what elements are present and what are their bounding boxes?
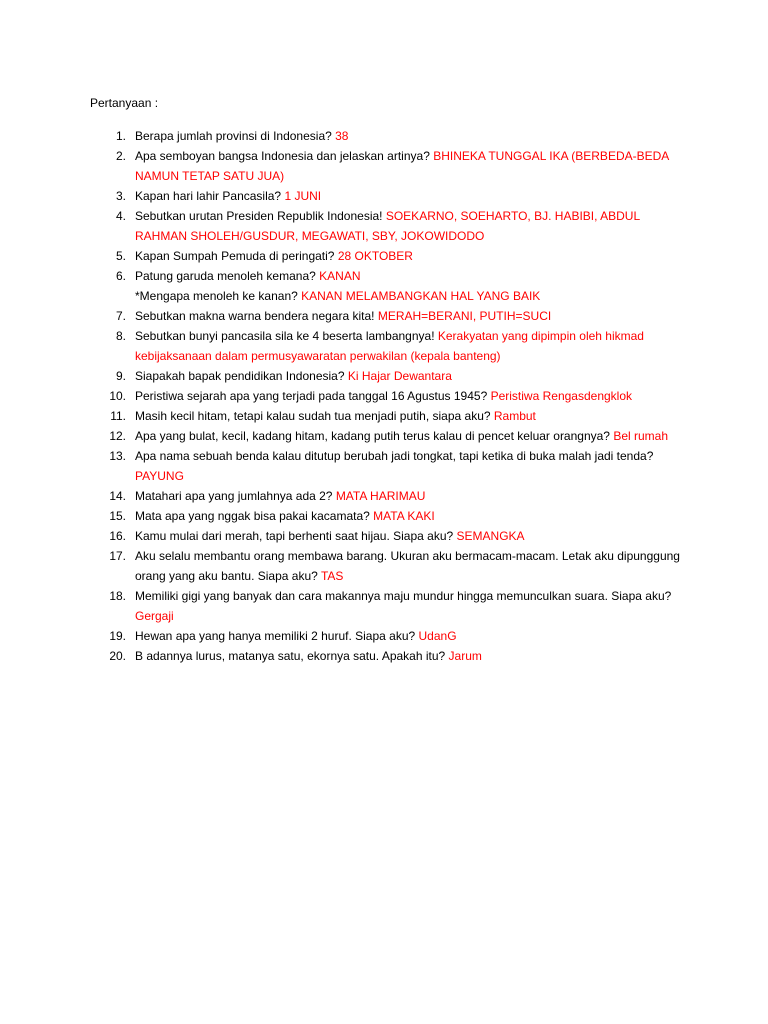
question-text — [135, 506, 680, 526]
answer-text: Jarum — [448, 649, 482, 663]
answer-text: SOEKARNO, SOEHARTO, BJ. HABIBI, ABDUL RAHMAN SHOLEH/GUSDUR, MEGAWATI, SBY, JOKOWIDODO — [135, 209, 640, 243]
question-text — [135, 206, 680, 246]
question-text — [135, 266, 680, 286]
question-number: 12. — [109, 429, 126, 443]
question-prompt: Mata apa yang nggak bisa pakai kacamata? — [135, 509, 374, 523]
question-text — [135, 186, 680, 206]
question-prompt: Kamu mulai dari merah, tapi berhenti saat hijau. Siapa aku? — [135, 529, 457, 543]
question-number: 15. — [109, 509, 126, 523]
question-text — [135, 126, 680, 146]
question-prompt: Sebutkan makna warna bendera negara kita! — [135, 309, 378, 323]
answer-text: TAS — [320, 569, 344, 583]
answer-text: Gergaji — [135, 609, 174, 623]
question-number: 3. — [115, 189, 126, 203]
answer-text: 38 — [335, 129, 349, 143]
question-text — [135, 526, 680, 546]
list-item — [90, 126, 680, 146]
answer-text: Rambut — [493, 409, 536, 423]
question-number: 20. — [109, 649, 126, 663]
answer-text: PAYUNG — [135, 469, 184, 483]
question-prompt: Kapan Sumpah Pemuda di peringati? — [135, 249, 338, 263]
followup-prompt: *Mengapa menoleh ke kanan? — [135, 289, 302, 303]
question-number: 9. — [115, 369, 126, 383]
list-item — [90, 626, 680, 646]
question-number: 13. — [109, 449, 126, 463]
list-item — [90, 266, 680, 306]
question-text — [135, 486, 680, 506]
question-number: 18. — [109, 589, 126, 603]
question-text — [135, 586, 680, 626]
question-prompt: Peristiwa sejarah apa yang terjadi pada tanggal 16 Agustus 1945? — [135, 389, 491, 403]
list-item — [90, 386, 680, 406]
question-text — [135, 306, 680, 326]
question-prompt: Masih kecil hitam, tetapi kalau sudah tua menjadi putih, siapa aku? — [135, 409, 494, 423]
list-item — [90, 426, 680, 446]
question-text — [135, 626, 680, 646]
question-prompt: Apa semboyan bangsa Indonesia dan jelaskan artinya? — [135, 149, 434, 163]
question-prompt: Patung garuda menoleh kemana? — [135, 269, 320, 283]
list-item — [90, 586, 680, 626]
answer-text: KANAN — [319, 269, 361, 283]
question-number: 4. — [115, 209, 126, 223]
list-item — [90, 446, 680, 486]
list-item — [90, 326, 680, 366]
list-item — [90, 526, 680, 546]
answer-text: Ki Hajar Dewantara — [347, 369, 452, 383]
question-text — [135, 386, 680, 406]
question-prompt: Apa yang bulat, kecil, kadang hitam, kadang putih terus kalau di pencet keluar orangnya? — [135, 429, 614, 443]
question-text — [135, 646, 680, 666]
list-item — [90, 306, 680, 326]
question-number: 11. — [110, 409, 126, 423]
list-item — [90, 246, 680, 266]
answer-text: MATA KAKI — [373, 509, 435, 523]
list-item — [90, 546, 680, 586]
question-text — [135, 326, 680, 366]
list-item — [90, 366, 680, 386]
answer-text: Peristiwa Rengasdengklok — [490, 389, 633, 403]
question-number: 10. — [109, 389, 126, 403]
question-number: 2. — [115, 149, 126, 163]
page-heading: Pertanyaan : — [90, 96, 159, 110]
question-text — [135, 446, 680, 486]
answer-text: 28 OKTOBER — [337, 249, 413, 263]
list-item — [90, 506, 680, 526]
list-item — [90, 186, 680, 206]
question-prompt: Matahari apa yang jumlahnya ada 2? — [135, 489, 336, 503]
answer-text: 1 JUNI — [284, 189, 322, 203]
answer-text: SEMANGKA — [456, 529, 525, 543]
question-number: 7. — [115, 309, 126, 323]
question-number: 6. — [115, 269, 126, 283]
question-number: 16. — [109, 529, 126, 543]
followup-question — [135, 286, 680, 306]
question-prompt: Sebutkan urutan Presiden Republik Indonesia! — [135, 209, 386, 223]
answer-text: MATA HARIMAU — [335, 489, 426, 503]
list-item — [90, 406, 680, 426]
answer-text: Bel rumah — [613, 429, 669, 443]
question-prompt: Berapa jumlah provinsi di Indonesia? — [135, 129, 336, 143]
question-text — [135, 366, 680, 386]
question-prompt: Siapakah bapak pendidikan Indonesia? — [135, 369, 348, 383]
question-list — [90, 126, 680, 666]
followup-answer: KANAN MELAMBANGKAN HAL YANG BAIK — [301, 289, 541, 303]
list-item — [90, 206, 680, 246]
question-prompt: Aku selalu membantu orang membawa barang. Ukuran aku bermacam-macam. Letak aku dipunggung orang yang aku bantu. Siapa aku? — [135, 549, 680, 583]
question-number: 1. — [115, 129, 126, 143]
question-text — [135, 546, 680, 586]
question-number: 19. — [109, 629, 126, 643]
answer-text: UdanG — [418, 629, 457, 643]
question-prompt: Hewan apa yang hanya memiliki 2 huruf. Siapa aku? — [135, 629, 419, 643]
list-item — [90, 646, 680, 666]
question-prompt: Apa nama sebuah benda kalau ditutup berubah jadi tongkat, tapi ketika di buka malah jadi tenda? — [135, 449, 654, 463]
answer-text: Kerakyatan yang dipimpin oleh hikmad kebijaksanaan dalam permusyawaratan perwakilan (kepala banteng) — [135, 329, 644, 363]
question-text — [135, 146, 680, 186]
question-number: 5. — [115, 249, 126, 263]
answer-text: BHINEKA TUNGGAL IKA (BERBEDA-BEDA NAMUN TETAP SATU JUA) — [135, 149, 669, 183]
question-number: 17. — [109, 549, 126, 563]
question-number: 8. — [115, 329, 126, 343]
question-prompt: Sebutkan bunyi pancasila sila ke 4 beserta lambangnya! — [135, 329, 438, 343]
list-item — [90, 146, 680, 186]
question-prompt: Memiliki gigi yang banyak dan cara makannya maju mundur hingga memunculkan suara. Siapa aku? — [135, 589, 672, 603]
question-prompt: B adannya lurus, matanya satu, ekornya satu. Apakah itu? — [135, 649, 449, 663]
question-number: 14. — [109, 489, 126, 503]
question-text — [135, 246, 680, 266]
question-text — [135, 406, 680, 426]
question-prompt: Kapan hari lahir Pancasila? — [135, 189, 285, 203]
list-item — [90, 486, 680, 506]
question-text — [135, 426, 680, 446]
answer-text: MERAH=BERANI, PUTIH=SUCI — [377, 309, 552, 323]
